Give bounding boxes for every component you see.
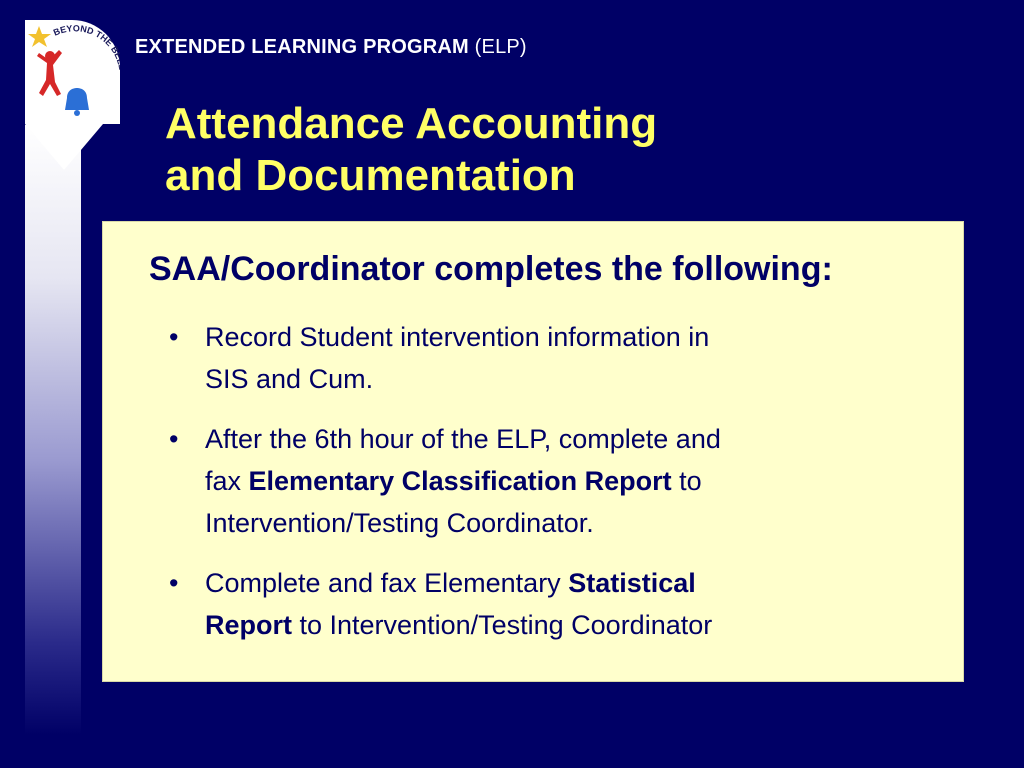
beyond-the-bell-logo — [25, 20, 120, 124]
bell-icon — [65, 88, 89, 110]
logo-arc-text: BEYOND THE B — [51, 23, 120, 56]
item-3-bold-statistical: Statistical — [568, 568, 696, 598]
item-2-line-3: Intervention/Testing Coordinator. — [205, 508, 594, 538]
item-3-bold-report: Report — [205, 610, 292, 640]
item-2-to: to — [671, 466, 702, 496]
item-2-fax: fax — [205, 466, 249, 496]
star-icon — [28, 26, 51, 47]
bullet-icon: • — [169, 568, 179, 598]
program-header — [135, 36, 527, 59]
content-panel — [102, 221, 964, 682]
slide-title — [165, 98, 657, 202]
item-1-line-1: Record Student intervention information in — [205, 322, 710, 352]
slide-title-line-1: Attendance Accounting — [165, 99, 658, 148]
item-2-report-name: Elementary Classification Report — [248, 466, 672, 496]
item-2-line-1: After the 6th hour of the ELP, complete and — [205, 424, 721, 454]
content-subhead: SAA/Coordinator completes the following: — [149, 250, 833, 288]
list-item — [161, 316, 881, 400]
list-item — [161, 418, 881, 544]
slide-title-line-2: and Documentation — [165, 151, 576, 200]
bullet-list — [161, 316, 881, 664]
bullet-icon: • — [169, 424, 179, 454]
list-item — [161, 562, 881, 646]
item-3-line-2: to Intervention/Testing Coordinator — [292, 610, 713, 640]
decorative-side-strip — [25, 125, 81, 735]
program-name: EXTENDED LEARNING PROGRAM — [135, 36, 469, 58]
item-1-line-2: SIS and Cum. — [205, 364, 374, 394]
bell-clapper-icon — [74, 110, 80, 116]
logo-graphic — [25, 20, 120, 124]
program-acronym: (ELP) — [468, 36, 527, 58]
logo-point — [25, 124, 103, 170]
bullet-icon: • — [169, 322, 179, 352]
item-3-line-1: Complete and fax Elementary — [205, 568, 569, 598]
